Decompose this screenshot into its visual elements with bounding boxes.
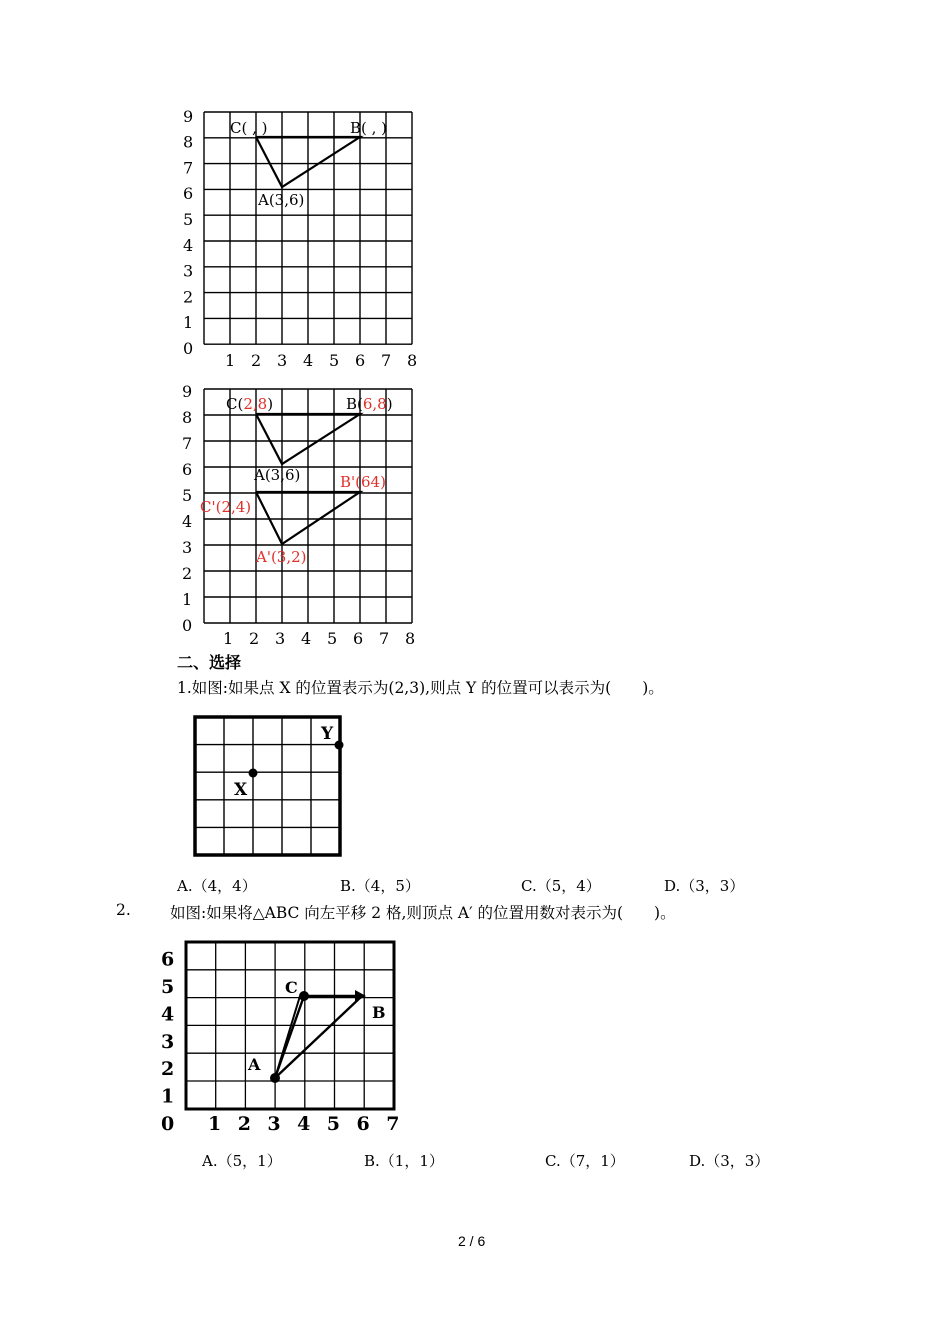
figure-2-y-tick: 2 [182,564,193,583]
figure-2-y-tick: 3 [182,538,193,557]
question-2-y-tick: 5 [161,976,175,998]
figure-1-y-tick: 8 [183,132,194,152]
figure-1-x-tick: 1 [225,351,236,370]
figure-2-y-tick: 6 [182,460,193,479]
label-c-prime: C'(2,4) [200,498,252,516]
figure-2-y-tick: 8 [182,408,193,427]
q2-option-a[interactable]: A.（5，1） [202,1152,282,1170]
q1-option-d[interactable]: D.（3，3） [664,877,745,895]
question-2-x-tick: 2 [237,1113,251,1135]
label-x: X [234,780,248,800]
figure-1-x-tick: 7 [381,351,392,370]
figure-2-y-tick: 0 [182,616,193,635]
figure-2-x-tick: 3 [275,629,286,648]
figure-2-x-tick: 4 [301,629,312,648]
figure-2-y-tick: 9 [182,382,193,401]
label-a: A [248,1055,261,1074]
figure-1-y-tick: 1 [183,313,194,333]
q2-option-d[interactable]: D.（3，3） [689,1152,770,1170]
label-c: C(2,8) [226,395,274,413]
label-b: B( , ) [350,119,388,137]
figure-1-y-tick: 9 [183,106,194,126]
figure-2-x-tick: 1 [223,629,234,648]
label-a-prime: A'(3,2) [256,548,307,566]
figure-1-x-tick: 4 [303,351,314,370]
label-c: C [285,978,298,997]
point-x [249,769,258,778]
question-2-y-tick: 4 [161,1003,175,1026]
question-2-x-tick: 3 [267,1113,281,1135]
question-1-text: 1.如图:如果点 X 的位置表示为(2,3),则点 Y 的位置可以表示为( )。 [177,679,664,697]
figure-2-x-tick: 6 [353,629,364,648]
figure-1-x-tick: 8 [407,351,418,370]
figure-2-y-tick: 4 [182,512,193,531]
figure-1-y-tick: 0 [183,339,194,358]
figure-1-y-tick: 3 [183,261,194,281]
figure-2-y-tick: 5 [182,486,193,505]
figure-2-x-tick: 7 [379,629,390,648]
figure-1-y-tick: 6 [183,184,194,204]
question-2-y-tick: 0 [161,1113,175,1135]
figure-1-y-tick: 4 [183,235,194,255]
question-2-x-tick: 7 [386,1113,400,1135]
figure-1-y-tick: 5 [183,210,194,229]
page-number: 2 / 6 [458,1233,486,1249]
point-y [335,741,344,750]
figure-1-x-tick: 5 [329,351,340,370]
question-2-grid [150,930,410,1140]
figure-2-y-tick: 7 [182,434,193,453]
question-2-y-tick: 6 [161,948,175,971]
q2-option-c[interactable]: C.（7，1） [545,1152,625,1170]
question-2-y-tick: 1 [161,1085,175,1108]
question-2-number: 2. [116,901,131,919]
figure-2-grid [170,372,450,652]
figure-1-x-tick: 2 [251,351,262,370]
label-b-prime: B'(64) [340,473,386,491]
figure-2-x-tick: 5 [327,629,338,648]
figure-1-y-tick: 7 [183,158,194,178]
figure-2-x-tick: 2 [249,629,260,648]
question-2-text: 如图:如果将△ABC 向左平移 2 格,则顶点 A′ 的位置用数对表示为( )。 [170,904,676,922]
q1-option-b[interactable]: B.（4，5） [340,877,420,895]
figure-2-x-tick: 8 [405,629,416,648]
label-c: C( , ) [230,119,268,137]
q1-option-a[interactable]: A.（4，4） [177,877,257,895]
question-2-y-tick: 2 [161,1058,175,1081]
question-2-x-tick: 1 [208,1113,222,1135]
label-a: A(3,6) [258,191,305,209]
question-2-x-tick: 6 [356,1113,370,1135]
label-b: B(6,8) [346,395,393,413]
label-b: B [372,1003,386,1022]
figure-1-x-tick: 3 [277,351,288,370]
question-2-x-tick: 5 [326,1113,341,1135]
section-title: 二、选择 [177,653,242,672]
q2-option-b[interactable]: B.（1，1） [364,1152,444,1170]
question-2-x-tick: 4 [297,1113,311,1135]
question-1-grid [190,712,350,862]
q1-option-c[interactable]: C.（5，4） [521,877,601,895]
question-2-y-tick: 3 [161,1030,175,1053]
label-a: A(3,6) [254,466,301,484]
figure-1-grid [170,95,430,375]
figure-1-y-tick: 2 [183,287,194,307]
figure-2-y-tick: 1 [182,590,193,609]
figure-1-x-tick: 6 [355,351,366,370]
label-y: Y [321,724,334,744]
